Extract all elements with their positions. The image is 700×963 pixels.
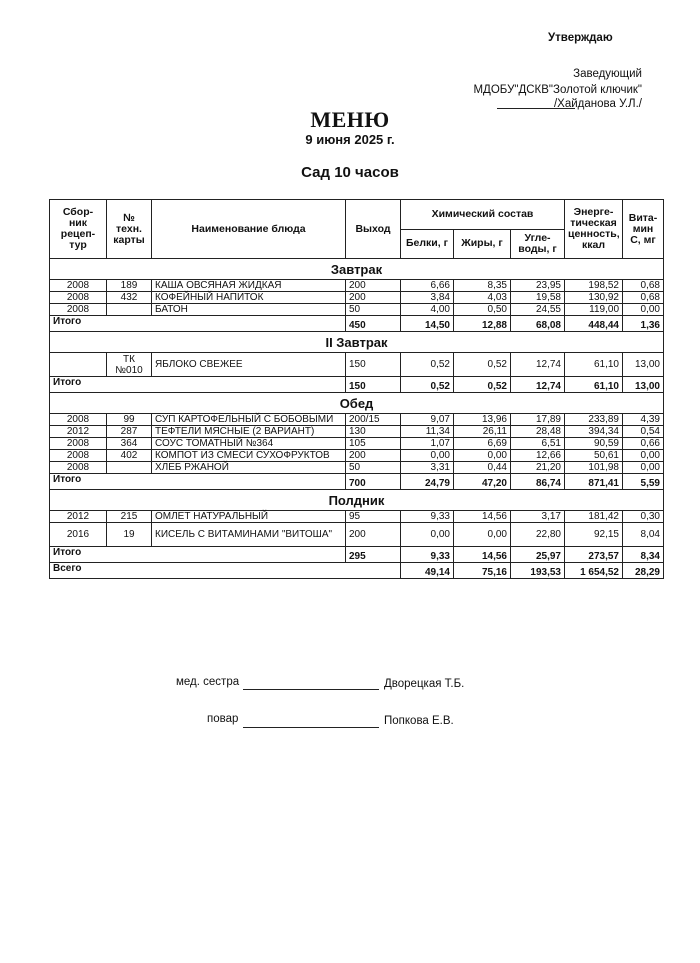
cell-protein: 3,31 [401,462,454,474]
col-carbs: Угле- воды, г [511,229,565,259]
section-title: Полдник [50,490,664,511]
total-row [50,316,664,332]
cell-dish-name: КАША ОВСЯНАЯ ЖИДКАЯ [152,280,346,292]
cell-dish-name: ОМЛЕТ НАТУРАЛЬНЫЙ [152,511,346,523]
nurse-signature-line [243,688,379,690]
cell-carbs: 24,55 [511,304,565,316]
total-label: Итого [50,316,346,332]
cell-tech-card: ТК №010 [107,353,152,377]
table-row [50,462,664,474]
cell-tech-card: 189 [107,280,152,292]
cell-energy: 90,59 [565,438,623,450]
total-yield: 450 [346,316,401,332]
col-vitamin: Вита- мин С, мг [623,200,664,259]
cell-collection: 2012 [50,426,107,438]
cell-collection: 2012 [50,511,107,523]
total-fat: 14,56 [454,547,511,563]
cell-dish-name: БАТОН [152,304,346,316]
cell-protein: 0,00 [401,450,454,462]
cell-protein: 3,84 [401,292,454,304]
cell-dish-name: КИСЕЛЬ С ВИТАМИНАМИ "ВИТОША" [152,523,346,547]
cell-energy: 394,34 [565,426,623,438]
total-carbs: 68,08 [511,316,565,332]
cell-yield: 50 [346,462,401,474]
cell-collection: 2008 [50,280,107,292]
cell-collection: 2008 [50,414,107,426]
total-energy: 871,41 [565,474,623,490]
cell-yield: 200/15 [346,414,401,426]
section-title: Обед [50,393,664,414]
cell-protein: 9,33 [401,511,454,523]
total-carbs: 86,74 [511,474,565,490]
total-row [50,474,664,490]
cell-tech-card: 402 [107,450,152,462]
total-label: Итого [50,474,346,490]
total-protein: 24,79 [401,474,454,490]
cell-energy: 130,92 [565,292,623,304]
nurse-name: Дворецкая Т.Б. [384,678,465,690]
table-row [50,523,664,547]
total-protein: 9,33 [401,547,454,563]
cell-protein: 6,66 [401,280,454,292]
total-label: Итого [50,377,346,393]
col-protein: Белки, г [401,229,454,259]
cell-tech-card: 19 [107,523,152,547]
grand-total-fat: 75,16 [454,563,511,579]
cell-collection: 2008 [50,438,107,450]
cell-vitamin: 0,68 [623,280,664,292]
cell-vitamin: 0,68 [623,292,664,304]
table-row [50,438,664,450]
cell-collection: 2016 [50,523,107,547]
organization-name: МДОБУ"ДСКВ"Золотой ключик" [473,84,642,96]
nurse-role: мед. сестра [176,676,240,688]
cell-energy: 119,00 [565,304,623,316]
total-protein: 14,50 [401,316,454,332]
cell-yield: 95 [346,511,401,523]
cell-vitamin: 0,00 [623,304,664,316]
cell-carbs: 19,58 [511,292,565,304]
page-title: МЕНЮ [310,107,390,132]
cell-collection: 2008 [50,292,107,304]
total-yield: 295 [346,547,401,563]
cell-fat: 0,00 [454,450,511,462]
cell-yield: 200 [346,280,401,292]
section-row [50,393,664,414]
cell-carbs: 23,95 [511,280,565,292]
col-dish-name: Наименование блюда [152,200,346,259]
total-energy: 273,57 [565,547,623,563]
menu-date: 9 июня 2025 г. [305,132,395,147]
cell-carbs: 28,48 [511,426,565,438]
cell-fat: 13,96 [454,414,511,426]
total-carbs: 25,97 [511,547,565,563]
cell-yield: 200 [346,292,401,304]
cell-protein: 0,52 [401,353,454,377]
cell-tech-card: 215 [107,511,152,523]
total-vitamin: 5,59 [623,474,664,490]
total-fat: 47,20 [454,474,511,490]
total-vitamin: 13,00 [623,377,664,393]
cell-dish-name: СУП КАРТОФЕЛЬНЫЙ С БОБОВЫМИ [152,414,346,426]
cell-tech-card: 287 [107,426,152,438]
cell-dish-name: ТЕФТЕЛИ МЯСНЫЕ (2 ВАРИАНТ) [152,426,346,438]
cell-yield: 150 [346,353,401,377]
cell-protein: 11,34 [401,426,454,438]
cell-tech-card [107,304,152,316]
cell-carbs: 12,66 [511,450,565,462]
cook-role: повар [207,713,239,725]
cell-collection: 2008 [50,450,107,462]
cell-tech-card [107,462,152,474]
total-vitamin: 1,36 [623,316,664,332]
cell-vitamin: 8,04 [623,523,664,547]
cell-carbs: 17,89 [511,414,565,426]
cell-carbs: 12,74 [511,353,565,377]
cell-carbs: 21,20 [511,462,565,474]
cell-dish-name: КОМПОТ ИЗ СМЕСИ СУХОФРУКТОВ [152,450,346,462]
section-title: Завтрак [50,259,664,280]
cell-yield: 200 [346,523,401,547]
table-row [50,353,664,377]
table-row [50,450,664,462]
head-position: Заведующий [573,68,642,80]
table-row [50,511,664,523]
section-title: II Завтрак [50,332,664,353]
section-row [50,332,664,353]
cell-fat: 0,50 [454,304,511,316]
cell-carbs: 22,80 [511,523,565,547]
cell-energy: 181,42 [565,511,623,523]
cell-yield: 50 [346,304,401,316]
cell-energy: 198,52 [565,280,623,292]
cell-dish-name: КОФЕЙНЫЙ НАПИТОК [152,292,346,304]
cell-vitamin: 4,39 [623,414,664,426]
garden-group: Сад 10 часов [301,164,399,181]
cook-name: Попкова Е.В. [384,715,454,727]
total-row [50,547,664,563]
grand-total-row [50,563,664,579]
cell-collection: 2008 [50,462,107,474]
total-energy: 448,44 [565,316,623,332]
cell-vitamin: 0,54 [623,426,664,438]
total-fat: 12,88 [454,316,511,332]
col-tech-card: № техн. карты [107,200,152,259]
table-row [50,414,664,426]
section-row [50,490,664,511]
table-row [50,280,664,292]
cell-protein: 1,07 [401,438,454,450]
cell-protein: 9,07 [401,414,454,426]
section-row [50,259,664,280]
table-row [50,292,664,304]
cell-yield: 200 [346,450,401,462]
total-energy: 61,10 [565,377,623,393]
total-protein: 0,52 [401,377,454,393]
total-carbs: 12,74 [511,377,565,393]
cell-energy: 50,61 [565,450,623,462]
grand-total-protein: 49,14 [401,563,454,579]
grand-total-label: Всего [50,563,401,579]
cell-fat: 6,69 [454,438,511,450]
cell-energy: 61,10 [565,353,623,377]
cell-collection [50,353,107,377]
cell-energy: 233,89 [565,414,623,426]
cell-vitamin: 0,00 [623,462,664,474]
cell-vitamin: 0,30 [623,511,664,523]
cell-fat: 0,00 [454,523,511,547]
cell-dish-name: ЯБЛОКО СВЕЖЕЕ [152,353,346,377]
approve-label: Утверждаю [548,32,613,44]
cell-fat: 8,35 [454,280,511,292]
cell-fat: 14,56 [454,511,511,523]
cell-tech-card: 99 [107,414,152,426]
col-yield: Выход [346,200,401,259]
col-chem-composition: Химический состав [401,200,565,230]
table-row [50,304,664,316]
cell-dish-name: ХЛЕБ РЖАНОЙ [152,462,346,474]
cell-tech-card: 364 [107,438,152,450]
cell-vitamin: 0,66 [623,438,664,450]
cell-fat: 0,52 [454,353,511,377]
cell-fat: 4,03 [454,292,511,304]
grand-total-carbs: 193,53 [511,563,565,579]
cell-carbs: 3,17 [511,511,565,523]
cell-protein: 0,00 [401,523,454,547]
cell-vitamin: 0,00 [623,450,664,462]
total-fat: 0,52 [454,377,511,393]
cell-tech-card: 432 [107,292,152,304]
total-vitamin: 8,34 [623,547,664,563]
grand-total-energy: 1 654,52 [565,563,623,579]
menu-table [49,199,664,579]
cell-vitamin: 13,00 [623,353,664,377]
cook-signature-line [243,726,379,728]
cell-fat: 0,44 [454,462,511,474]
total-label: Итого [50,547,346,563]
head-name: /Хайданова У.Л./ [553,98,642,110]
cell-fat: 26,11 [454,426,511,438]
total-yield: 150 [346,377,401,393]
cell-yield: 130 [346,426,401,438]
cell-collection: 2008 [50,304,107,316]
col-fat: Жиры, г [454,229,511,259]
cell-dish-name: СОУС ТОМАТНЫЙ №364 [152,438,346,450]
cell-carbs: 6,51 [511,438,565,450]
cell-protein: 4,00 [401,304,454,316]
total-yield: 700 [346,474,401,490]
total-row [50,377,664,393]
cell-energy: 101,98 [565,462,623,474]
cell-energy: 92,15 [565,523,623,547]
col-energy: Энерге- тическая ценность, ккал [565,200,623,259]
cell-yield: 105 [346,438,401,450]
table-row [50,426,664,438]
col-collection: Сбор- ник рецеп- тур [50,200,107,259]
grand-total-vitamin: 28,29 [623,563,664,579]
